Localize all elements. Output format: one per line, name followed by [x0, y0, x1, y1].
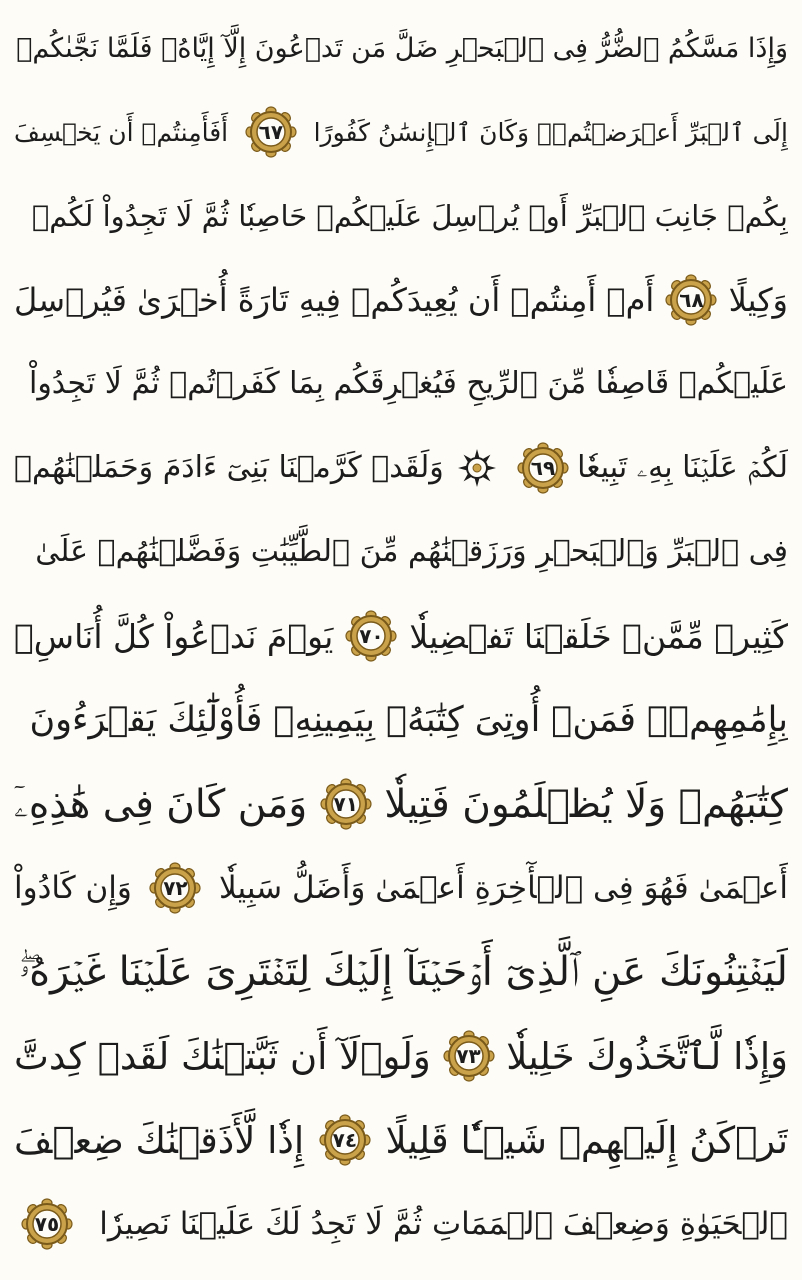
ayah-number-marker — [318, 1113, 372, 1167]
ayah-number-marker — [516, 441, 570, 495]
hizb-star-icon — [455, 446, 499, 490]
ayah-number: ٧٣ — [456, 1044, 481, 1068]
text-line — [14, 426, 788, 510]
text-line — [14, 258, 788, 342]
verse-text: بِكُمۡ جَانِبَ ٱلۡبَرِّ أَوۡ يُرۡسِلَ عَلَيۡكُمۡ حَاصِبٗا ثُمَّ لَا تَجِدُواْ لَكُمۡ — [31, 198, 788, 233]
ayah-number-marker — [148, 861, 202, 915]
verse-text: كِتَٰبَهُمۡ وَلَا يُظۡلَمُونَ فَتِيلٗا — [384, 781, 788, 827]
verse-text: تَرۡكَنُ إِلَيۡهِمۡ شَيۡـٔٗا قَلِيلًا — [385, 1118, 788, 1162]
verse-text: وَمَن كَانَ فِى هَٰذِهِۦٓ — [14, 781, 308, 827]
text-line — [14, 762, 788, 846]
verse-text: فِى ٱلۡبَرِّ وَٱلۡبَحۡرِ وَرَزَقۡنَٰهُم مِّنَ ٱلطَّيِّبَٰتِ وَفَضَّلۡنَٰهُمۡ عَلَىٰ — [35, 534, 788, 569]
text-line — [14, 846, 788, 930]
ayah-number-marker — [664, 273, 718, 327]
text-line — [14, 90, 788, 174]
verse-text: وَإِن كَادُواْ — [14, 869, 132, 906]
ayah-number: ٧٥ — [34, 1212, 60, 1236]
ayah-number: ٦٨ — [679, 288, 704, 312]
ayah-number-marker — [442, 1029, 496, 1083]
verse-text: وَإِذَا مَسَّكُمُ ٱلضُّرُّ فِى ٱلۡبَحۡرِ ضَلَّ مَن تَدۡعُونَ إِلَّآ إِيَّاهُۖ فَلَمَّا نَجَّىٰكُمۡ — [16, 32, 788, 64]
verse-text: وَلَوۡلَآ أَن ثَبَّتۡنَٰكَ لَقَدۡ كِدتَّ — [14, 1034, 431, 1078]
text-line — [14, 930, 788, 1014]
text-line — [14, 1098, 788, 1182]
ayah-number: ٦٧ — [258, 120, 284, 144]
verse-text: بِإِمَٰمِهِمۡۖ فَمَنۡ أُوتِىَ كِتَٰبَهُۥ بِيَمِينِهِۦ فَأُوْلَٰٓئِكَ يَقۡرَءُونَ — [29, 699, 788, 740]
verse-text: لَيَفۡتِنُونَكَ عَنِ ٱلَّذِىٓ أَوۡحَيۡنَآ إِلَيۡكَ لِتَفۡتَرِىَ عَلَيۡنَا غَيۡرَهُۥۖ — [19, 949, 788, 995]
verse-text: إِلَى ٱلۡبَرِّ أَعۡرَضۡتُمۡۚ وَكَانَ ٱلۡإِنسَٰنُ كَفُورًا — [313, 117, 788, 147]
ayah-number-marker — [20, 1197, 74, 1251]
ayah-number-marker — [319, 777, 373, 831]
text-line — [14, 342, 788, 426]
text-line — [14, 1014, 788, 1098]
verse-text: يَوۡمَ نَدۡعُواْ كُلَّ أُنَاسِۭ — [14, 616, 334, 656]
text-line — [14, 678, 788, 762]
verse-text: إِذٗا لَّأَذَقۡنَٰكَ ضِعۡفَ — [14, 1118, 305, 1162]
verse-text: لَكُمۡ عَلَيۡنَا بِهِۦ تَبِيعٗا — [577, 450, 788, 485]
ayah-number: ٦٩ — [530, 456, 556, 480]
verse-text: أَعۡمَىٰ فَهُوَ فِى ٱلۡأٓخِرَةِ أَعۡمَىٰ وَأَضَلُّ سَبِيلٗا — [218, 869, 788, 906]
verse-text: أَفَأَمِنتُمۡ أَن يَخۡسِفَ — [14, 117, 229, 147]
text-line — [14, 1182, 788, 1266]
text-line — [14, 594, 788, 678]
verse-text: عَلَيۡكُمۡ قَاصِفٗا مِّنَ ٱلرِّيحِ فَيُغۡرِقَكُم بِمَا كَفَرۡتُمۡ ثُمَّ لَا تَجِدُواْ — [28, 366, 788, 401]
text-line — [14, 174, 788, 258]
ayah-number: ٧٠ — [359, 624, 384, 648]
verse-text: وَكِيلًا — [728, 281, 788, 319]
ayah-number-marker — [244, 105, 298, 159]
text-line — [14, 510, 788, 594]
ayah-number-marker — [344, 609, 398, 663]
verse-text: وَلَقَدۡ كَرَّمۡنَا بَنِىٓ ءَادَمَ وَحَمَلۡنَٰهُمۡ — [14, 450, 444, 485]
ayah-number: ٧٤ — [332, 1128, 358, 1152]
verse-text: كَثِيرٖ مِّمَّنۡ خَلَقۡنَا تَفۡضِيلٗا — [409, 616, 788, 656]
verse-text: وَإِذٗا لَّٱتَّخَذُوكَ خَلِيلٗا — [506, 1034, 788, 1078]
ayah-number: ٧١ — [333, 792, 358, 816]
ayah-number: ٧٢ — [163, 876, 188, 900]
text-line — [14, 6, 788, 90]
hizb-marker — [455, 446, 499, 490]
verse-text: ٱلۡحَيَوٰةِ وَضِعۡفَ ٱلۡمَمَاتِ ثُمَّ لَا تَجِدُ لَكَ عَلَيۡنَا نَصِيرٗا — [99, 1205, 788, 1242]
verse-text: أَمۡ أَمِنتُمۡ أَن يُعِيدَكُمۡ فِيهِ تَارَةً أُخۡرَىٰ فَيُرۡسِلَ — [14, 281, 655, 319]
